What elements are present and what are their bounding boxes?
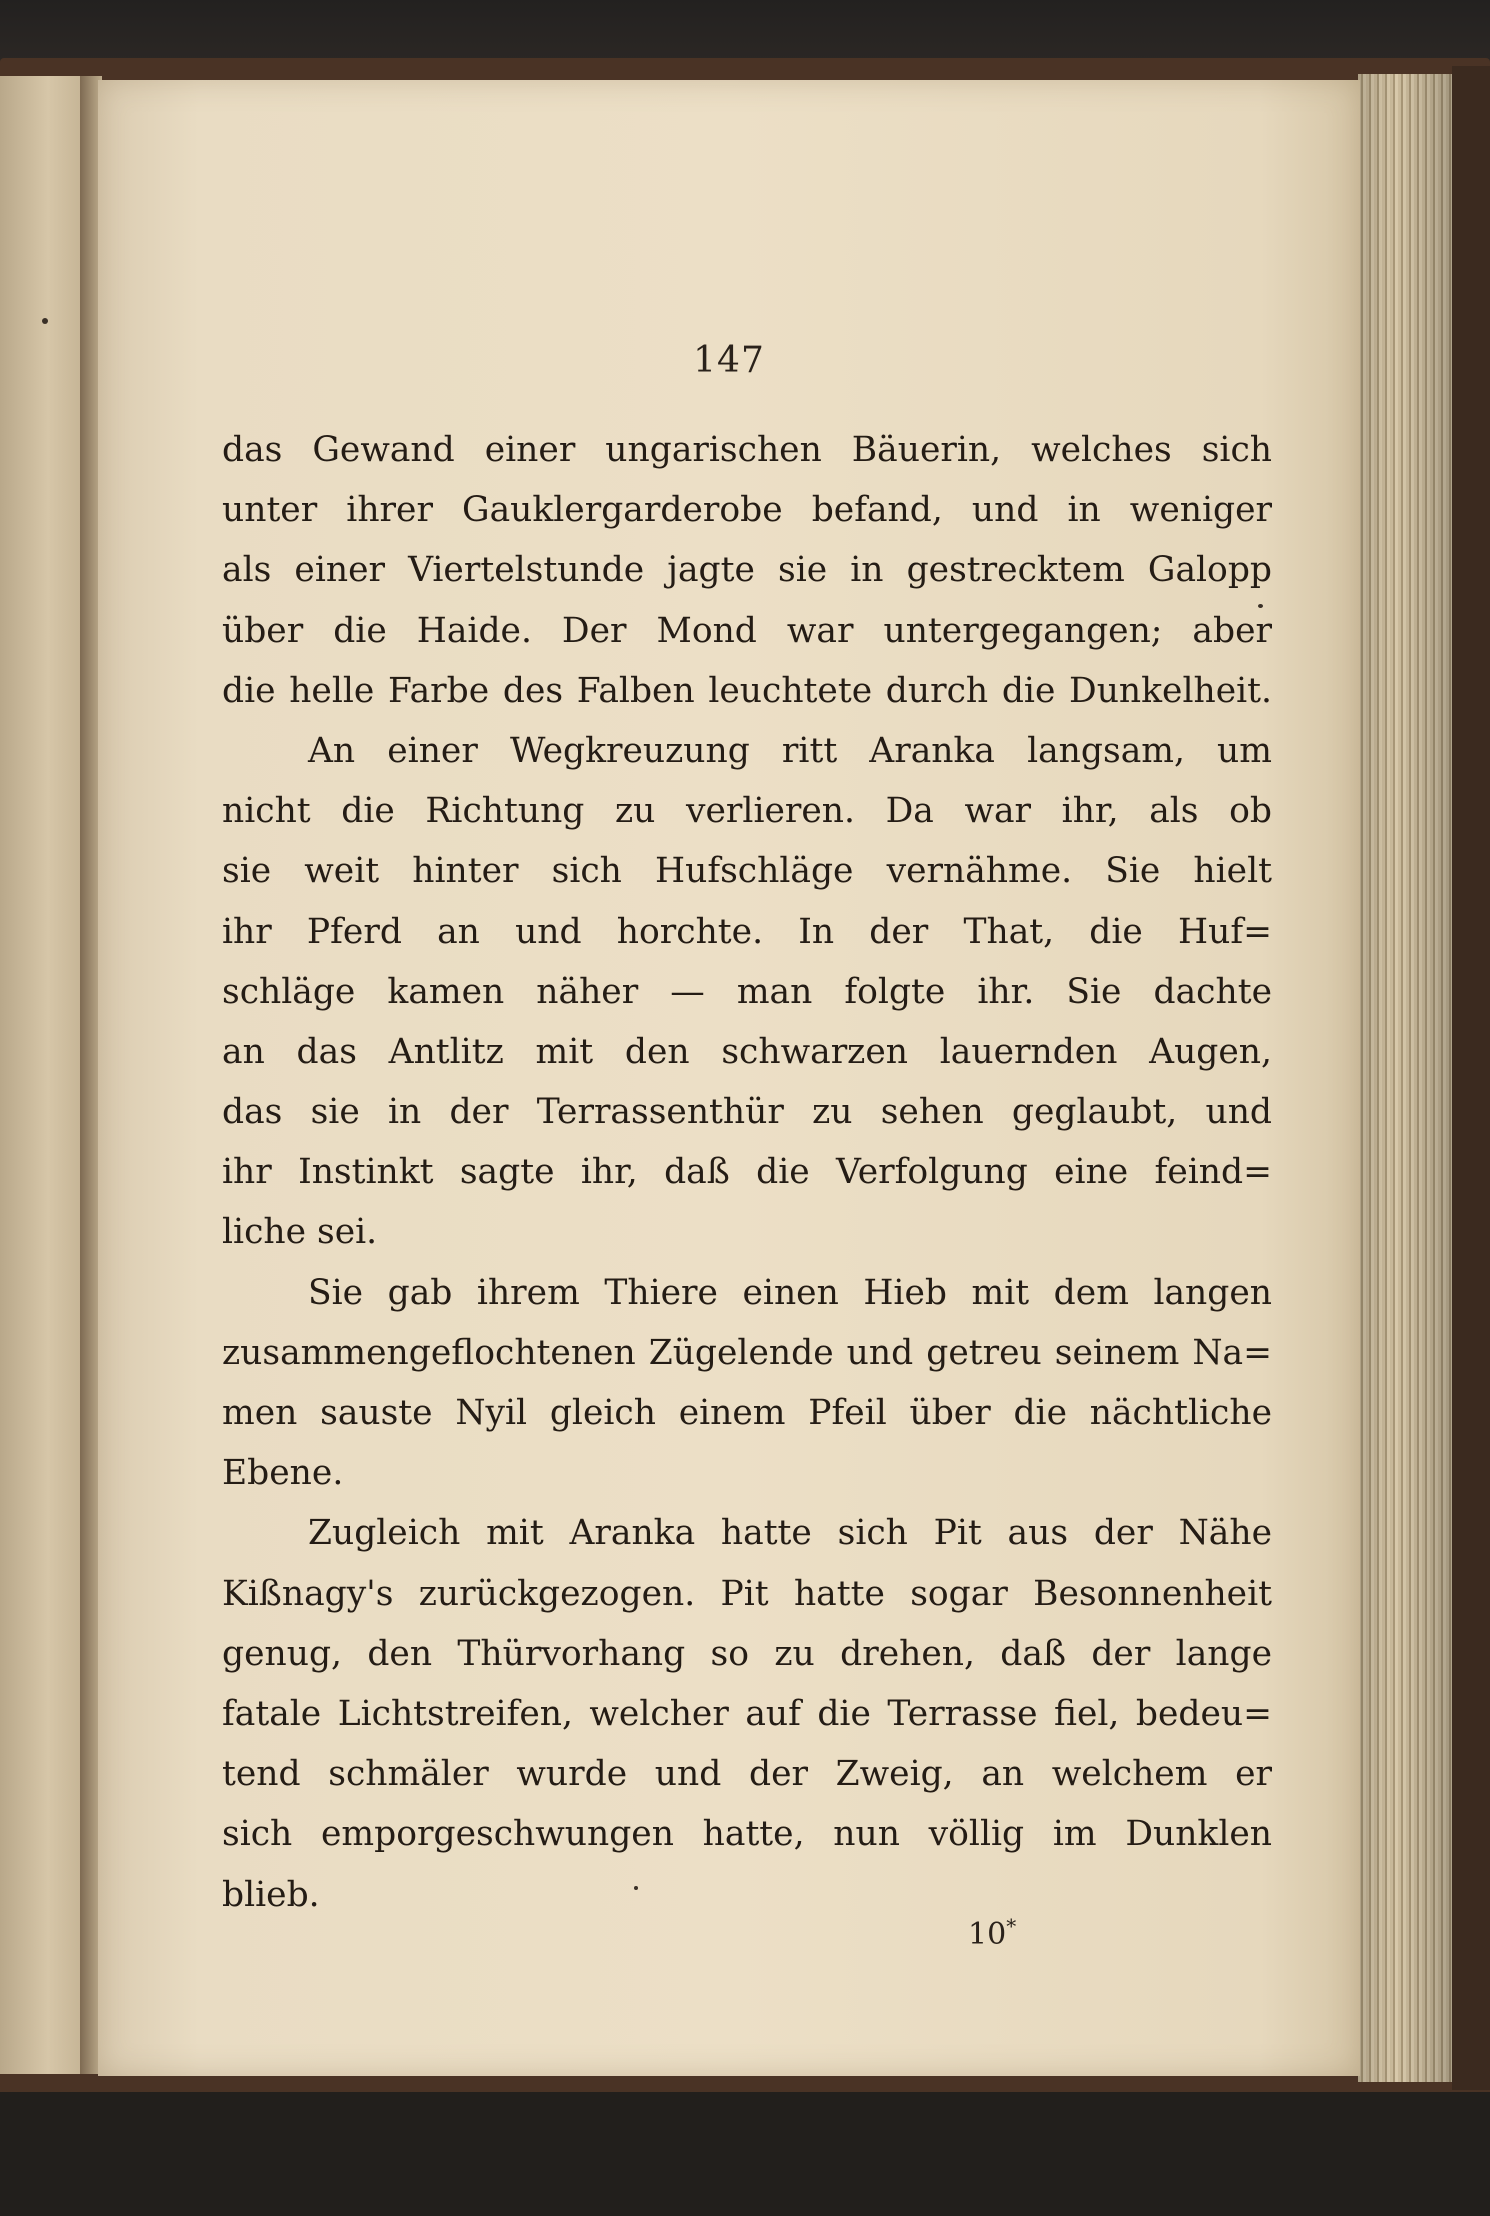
signature-star: *	[1006, 1914, 1017, 1938]
text-line: Zugleich mit Aranka hatte sich Pit aus der Nähe	[308, 1513, 1272, 1554]
text-line: als einer Viertelstunde jagte sie in gestrecktem Galopp	[222, 550, 1272, 591]
text-line: fatale Lichtstreifen, welcher auf die Terrasse fiel, bedeu=	[222, 1693, 1272, 1734]
text-line: zusammengeflochtenen Zügelende und getreu seinem Na=	[222, 1332, 1272, 1373]
text-line: sich emporgeschwungen hatte, nun völlig im Dunklen	[222, 1814, 1272, 1855]
text-line: men sauste Nyil gleich einem Pfeil über die nächtliche	[222, 1393, 1272, 1433]
text-line: tend schmäler wurde und der Zweig, an welchem er	[222, 1754, 1272, 1795]
text-line: ihr Instinkt sagte ihr, daß die Verfolgung eine feind=	[222, 1152, 1272, 1193]
text-line: an das Antlitz mit den schwarzen lauernden Augen,	[222, 1031, 1272, 1072]
text-line: das Gewand einer ungarischen Bäuerin, welches sich	[222, 430, 1272, 470]
page-number: 147	[693, 340, 765, 381]
text-line: das sie in der Terrassenthür zu sehen geglaubt, und	[222, 1092, 1272, 1133]
book-page	[98, 80, 1360, 2076]
paper-speck	[634, 1886, 638, 1890]
signature-number: 10	[968, 1917, 1007, 1952]
text-line: schläge kamen näher — man folgte ihr. Sie dachte	[222, 971, 1272, 1012]
text-line: Sie gab ihrem Thiere einen Hieb mit dem langen	[308, 1272, 1272, 1313]
book-cover-right	[1452, 66, 1490, 2090]
page-text	[222, 420, 1272, 1925]
text-line: liche sei.	[222, 1212, 378, 1253]
signature-mark	[968, 1914, 1016, 1952]
text-line: Kißnagy's zurückgezogen. Pit hatte sogar Besonnenheit	[222, 1573, 1272, 1614]
text-line: genug, den Thürvorhang so zu drehen, daß der lange	[222, 1633, 1272, 1674]
text-line: ihr Pferd an und horchte. In der That, die Huf=	[222, 911, 1272, 952]
text-line: An einer Wegkreuzung ritt Aranka langsam, um	[308, 730, 1272, 771]
text-line: blieb.	[222, 1874, 320, 1915]
page-stack-edges	[1358, 74, 1457, 2082]
text-line: sie weit hinter sich Hufschläge vernähme. Sie hielt	[222, 851, 1272, 892]
paper-speck	[42, 318, 48, 324]
text-line: Ebene.	[222, 1453, 344, 1494]
scan-background	[0, 2092, 1490, 2216]
left-page-edge	[0, 76, 82, 2074]
text-line: die helle Farbe des Falben leuchtete durch die Dunkelheit.	[222, 670, 1272, 711]
text-line: über die Haide. Der Mond war untergegangen; aber	[222, 610, 1272, 651]
paper-speck	[1258, 604, 1263, 608]
text-line: nicht die Richtung zu verlieren. Da war ihr, als ob	[222, 791, 1272, 832]
text-line: unter ihrer Gauklergarderobe befand, und in weniger	[222, 490, 1272, 531]
